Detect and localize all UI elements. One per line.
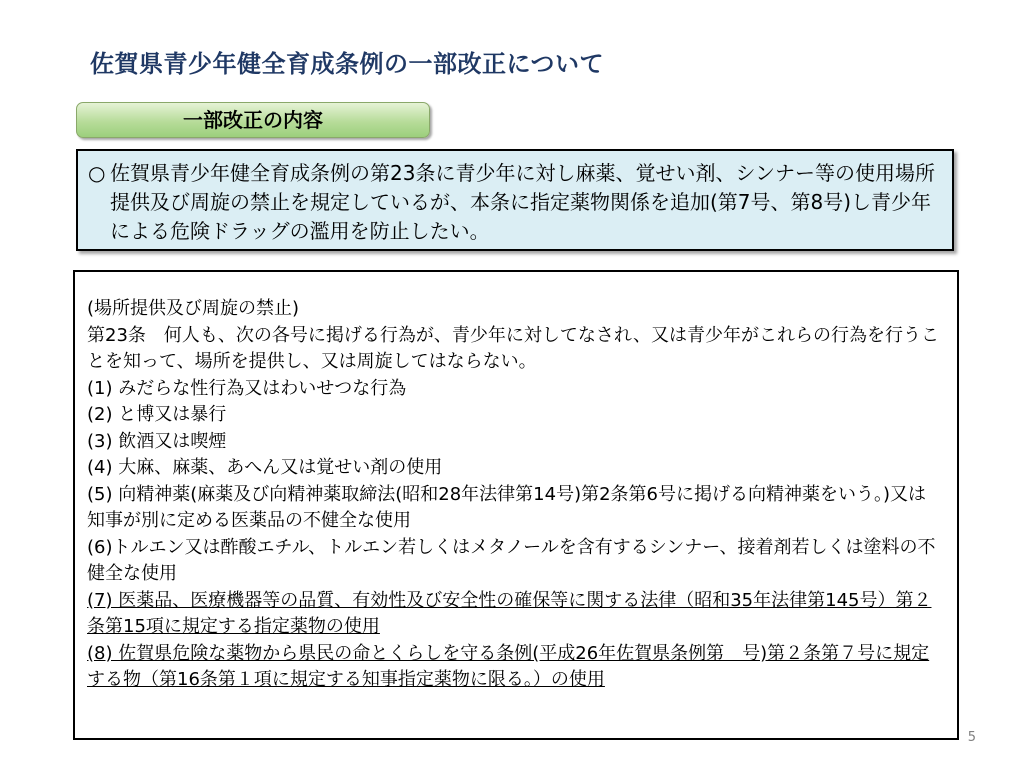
article-item-5: (5) 向精神薬(麻薬及び向精神薬取締法(昭和28年法律第14号)第2条第6号に掲げる向精神薬をいう。)又は知事が別に定める医薬品の不健全な使用 — [87, 483, 927, 531]
article-item-4: (4) 大麻、麻薬、あへん又は覚せい剤の使用 — [87, 457, 443, 478]
article-item-7-amended: (7) 医薬品、医療機器等の品質、有効性及び安全性の確保等に関する法律（昭和35年法律第145号）第２条第15項に規定する指定薬物の使用 — [87, 589, 932, 637]
article-heading: (場所提供及び周旋の禁止) — [87, 298, 300, 319]
article-box — [73, 270, 959, 740]
slide-title: 佐賀県青少年健全育成条例の一部改正について — [90, 50, 605, 78]
article-item-3: (3) 飲酒又は喫煙 — [87, 430, 227, 452]
article-item-6: (6)トルエン又は酢酸エチル、トルエン若しくはメタノールを含有するシンナー、接着剤若しくは塗料の不健全な使用 — [87, 536, 936, 584]
summary-text: 佐賀県青少年健全育成条例の第23条に青少年に対し麻薬、覚せい剤、シンナー等の使用場所提供及び周旋の禁止を規定しているが、本条に指定薬物関係を追加(第7号、第8号)し青少年による危険ドラッグの濫用を防止したい。 — [110, 161, 935, 243]
article-item-2: (2) と博又は暴行 — [87, 404, 227, 425]
section-label: 一部改正の内容 — [76, 102, 430, 138]
summary-box — [76, 149, 954, 251]
summary-bullet: ○ — [88, 161, 106, 185]
article-item-8-amended: (8) 佐賀県危険な薬物から県民の命とくらしを守る条例(平成26年佐賀県条例第 号)第２条第７号に規定する物（第16条第１項に規定する知事指定薬物に限る。）の使用 — [87, 642, 930, 690]
article-item-1: (1) みだらな性行為又はわいせつな行為 — [87, 377, 407, 399]
article-main-text: 第23条 何人も、次の各号に掲げる行為が、青少年に対してなされ、又は青少年がこれらの行為を行うことを知って、場所を提供し、又は周旋してはならない。 — [87, 324, 939, 372]
page-number: 5 — [967, 730, 976, 745]
